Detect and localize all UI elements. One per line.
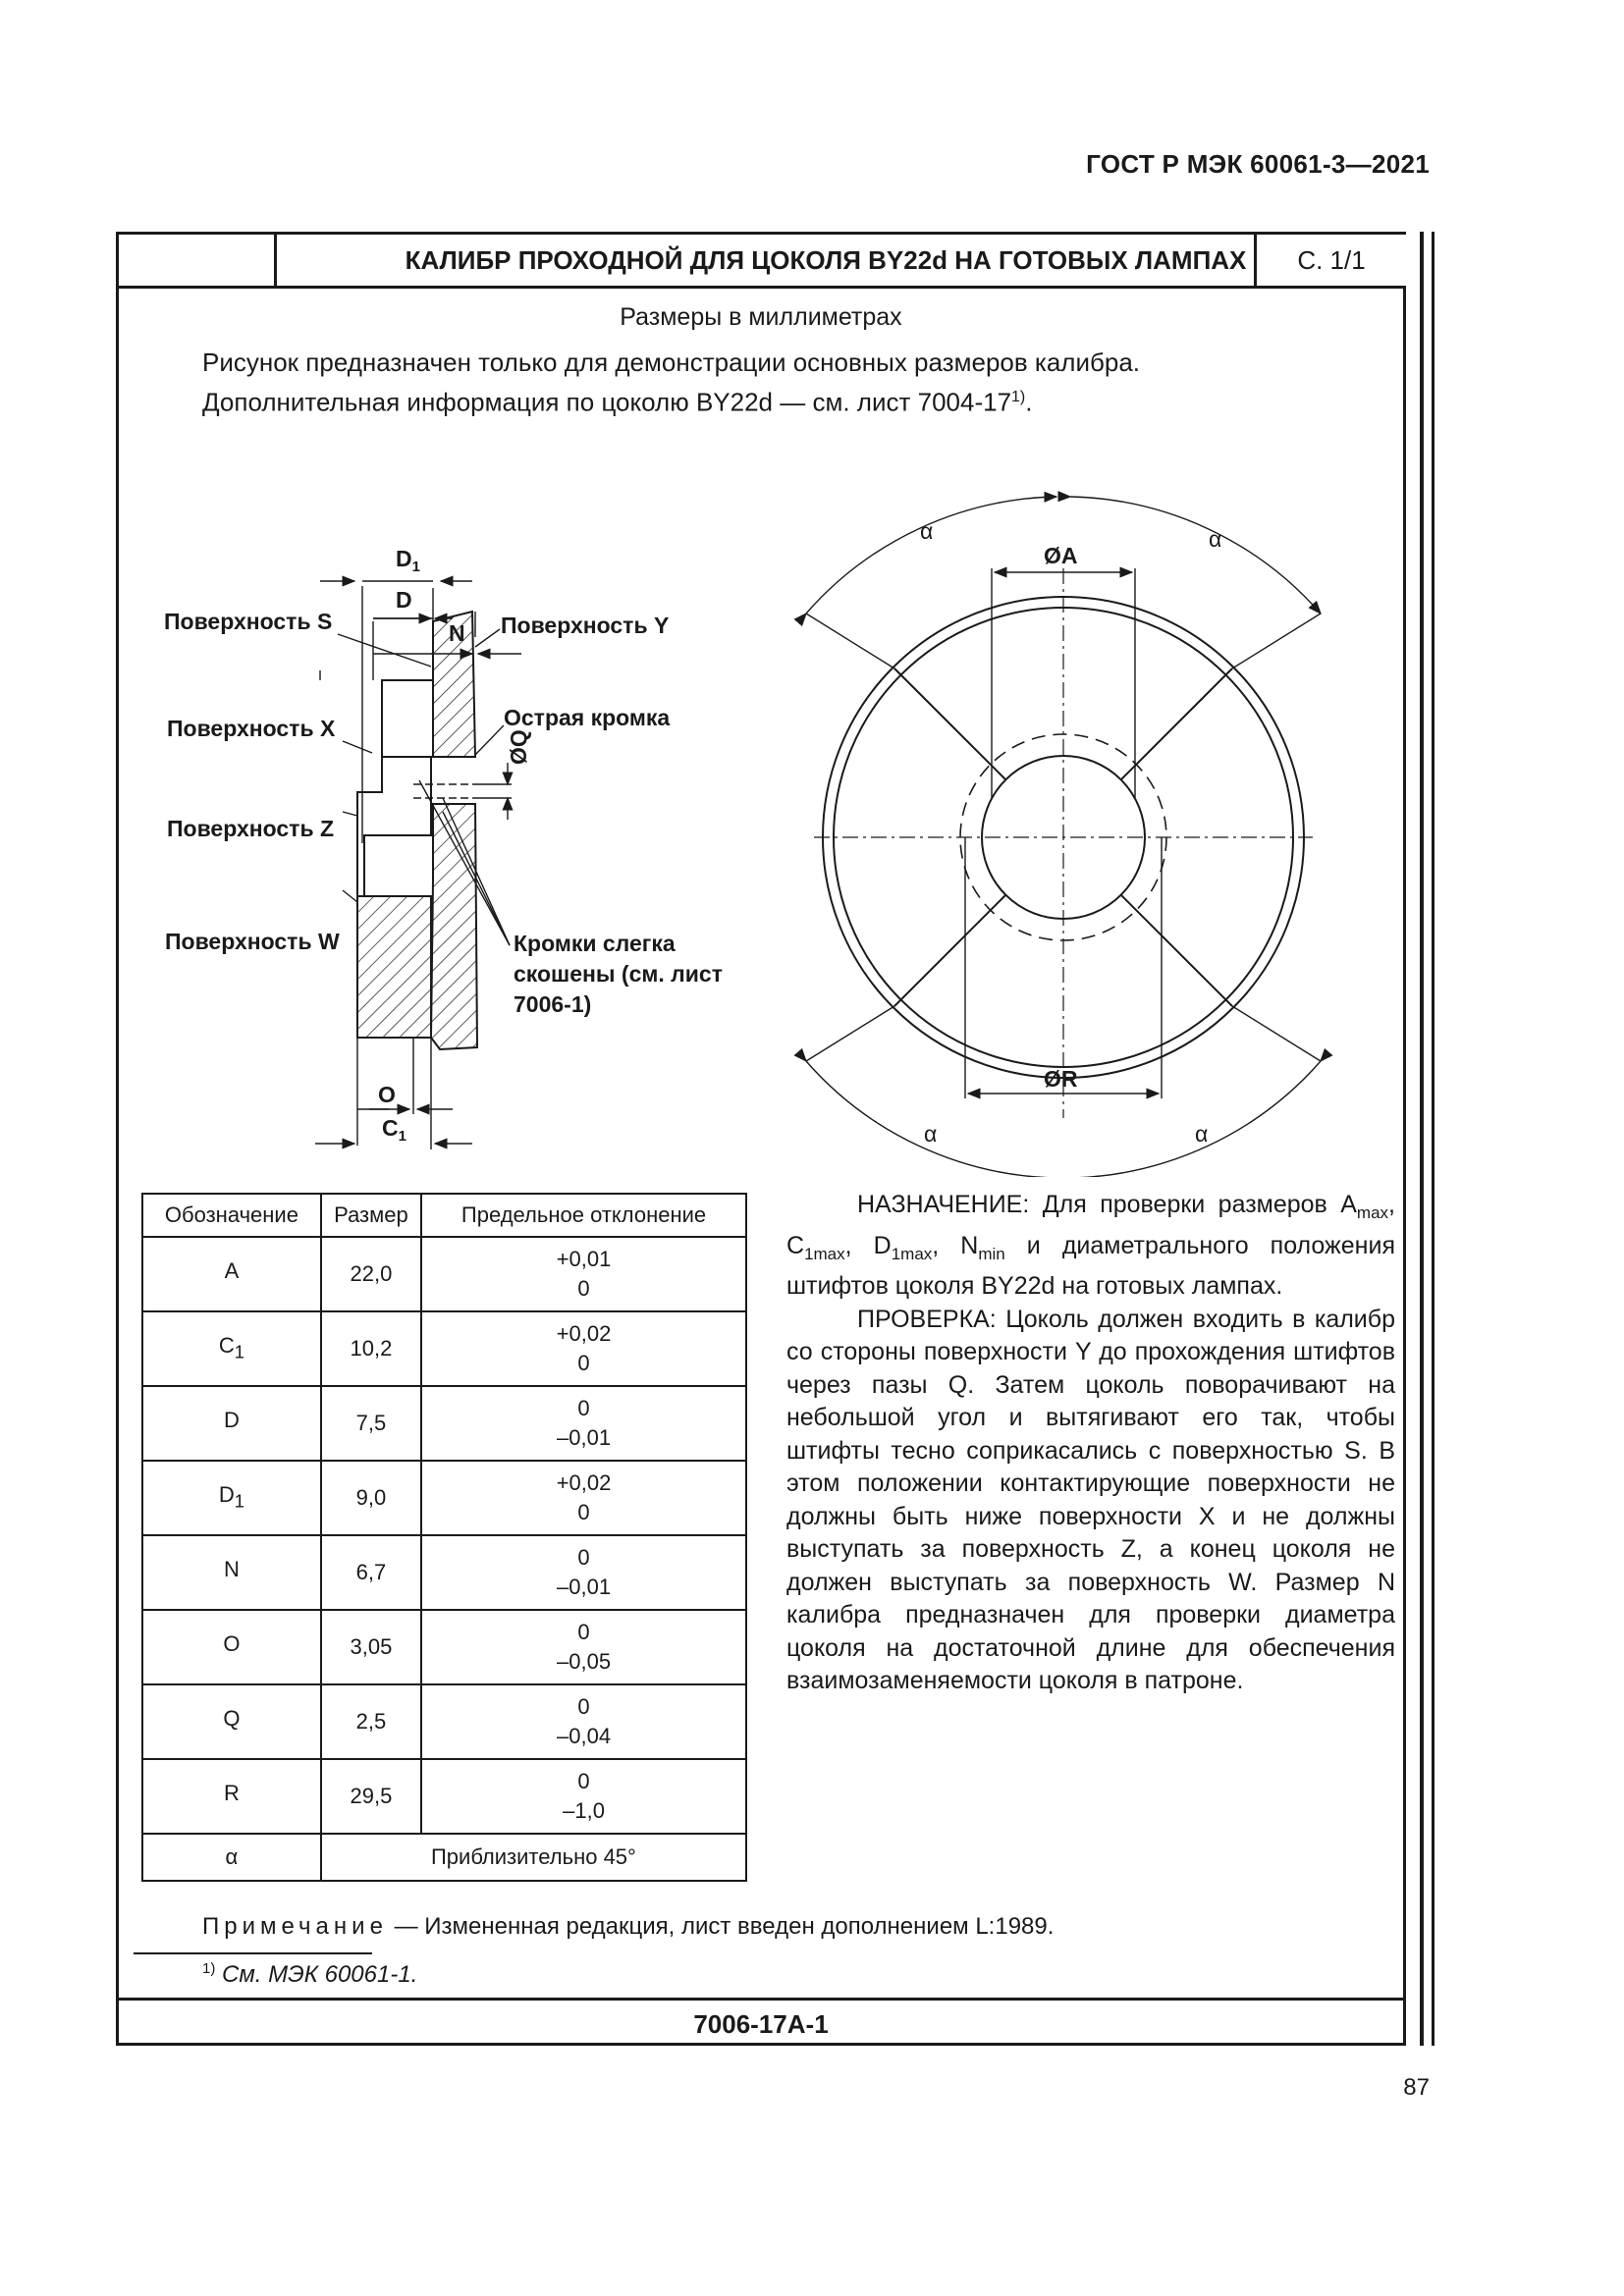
gauge-drawing [119, 235, 1403, 1177]
table-row [142, 1386, 746, 1461]
col-tolerance: Предельное отклонение [421, 1194, 746, 1237]
note: Примечание — Измененная редакция, лист введен дополнением L:1989. [202, 1913, 1055, 1940]
row-size: 2,5 [321, 1684, 421, 1759]
row-size: 9,0 [321, 1461, 421, 1535]
table-row [142, 1461, 746, 1535]
label-surface-s: Поверхность S [164, 609, 333, 634]
row-size: 7,5 [321, 1386, 421, 1461]
bore-outline [364, 621, 433, 896]
table-row [142, 1610, 746, 1684]
label-chamfer-line-1: Кромки слегка [514, 931, 676, 956]
frame-double-line-1 [1420, 232, 1424, 2046]
footnote-separator [134, 1952, 372, 1954]
check-paragraph: ПРОВЕРКА: Цоколь должен входить в калибр со стороны поверхности Y до прохождения штифтов через пазы Q. Затем цоколь поворачивают на небольшой угол и вытягивают его так, чтобы штифты тесно соприкасались с поверхностью S. В этом положении контактирующие поверхности не должны быть ниже поверхности X и не должны выступать за поверхность Z, а конец цоколя не должен выступать за поверхность W. Размер N калибра предназначен для проверки диаметра цоколя на достаточной длине для обеспечения взаимозаменяемости цоколя в патроне. [786, 1305, 1395, 1694]
frame-double-line-2 [1432, 232, 1435, 2046]
intro-line-1: Рисунок предназначен только для демонстрации основных размеров калибра. [202, 347, 1141, 377]
alpha-label-br: α [1195, 1121, 1209, 1147]
row-symbol: N [142, 1535, 321, 1610]
sheet-frame [116, 232, 1406, 2046]
row-size: 6,7 [321, 1535, 421, 1610]
sheet-index: С. 1/1 [1254, 235, 1406, 286]
dim-d1-label: $D_1$ [396, 546, 420, 575]
table-row-alpha [142, 1834, 746, 1881]
row-tolerance: +0,01 0 [421, 1237, 746, 1311]
alpha-label-bl: α [924, 1121, 938, 1147]
dimensions-table [141, 1193, 747, 1882]
step-outline [357, 757, 382, 896]
dim-a-label: ØA [1044, 543, 1078, 568]
dim-d-label: D [396, 587, 412, 613]
row-symbol: D [142, 1386, 321, 1461]
row-tolerance: +0,02 0 [421, 1461, 746, 1535]
table-row [142, 1535, 746, 1610]
dim-n-label: N [449, 620, 465, 646]
row-tolerance: 0 –0,01 [421, 1535, 746, 1610]
label-sharp-edge: Острая кромка [504, 705, 671, 730]
row-size: 29,5 [321, 1759, 421, 1834]
col-size: Размер [321, 1194, 421, 1237]
alpha-label-tr: α [1209, 526, 1222, 552]
label-surface-y: Поверхность Y [501, 613, 670, 638]
row-symbol: R [142, 1759, 321, 1834]
intro-line-2: Дополнительная информация по цоколю BY22d — см. лист 7004-17$^{1)}$. [202, 387, 1033, 417]
row-symbol: $D_1$ [142, 1461, 321, 1535]
sheet-number: 7006-17A-1 [119, 1998, 1403, 2049]
row-symbol: A [142, 1237, 321, 1311]
row-tolerance: +0,02 0 [421, 1311, 746, 1386]
dim-r-label: ØR [1044, 1066, 1078, 1092]
section-view [315, 581, 521, 1149]
table-header-row [142, 1194, 746, 1237]
purpose-paragraph: НАЗНАЧЕНИЕ: Для проверки размеров $A_{max}$, $C_{1max}$, $D_{1max}$, $N_{min}$ и диаметрального положения штифтов цоколя BY22d на готовых лампах. [786, 1191, 1395, 1300]
row-tolerance: 0 –0,04 [421, 1684, 746, 1759]
row-size: 10,2 [321, 1311, 421, 1386]
dim-o-label: O [378, 1082, 396, 1107]
row-tolerance: 0 –0,05 [421, 1610, 746, 1684]
standard-code: ГОСТ Р МЭК 60061-3—2021 [1086, 149, 1430, 179]
row-size: 3,05 [321, 1610, 421, 1684]
col-symbol: Обозначение [142, 1194, 321, 1237]
dim-q-label: ØQ [506, 729, 531, 765]
alpha-label-tl: α [920, 518, 934, 544]
row-symbol: Q [142, 1684, 321, 1759]
footnote: $^{1)}$ См. МЭК 60061-1. [202, 1960, 418, 1988]
sheet-title: КАЛИБР ПРОХОДНОЙ ДЛЯ ЦОКОЛЯ BY22d НА ГОТОВЫХ ЛАМПАХ [405, 244, 1247, 275]
lower-body-section [431, 804, 477, 1049]
table-row [142, 1684, 746, 1759]
label-chamfer-line-2: скошены (см. лист [514, 961, 723, 987]
row-symbol: O [142, 1610, 321, 1684]
row-symbol: $C_1$ [142, 1311, 321, 1386]
row-size: 22,0 [321, 1237, 421, 1311]
table-row [142, 1759, 746, 1834]
table-row [142, 1311, 746, 1386]
units-note: Размеры в миллиметрах [620, 303, 902, 331]
label-surface-z: Поверхность Z [167, 816, 335, 841]
row-tolerance: 0 –1,0 [421, 1759, 746, 1834]
row-symbol: α [142, 1834, 321, 1881]
label-chamfer-line-3: 7006-1) [514, 991, 592, 1017]
row-tolerance: 0 –0,01 [421, 1386, 746, 1461]
page-number: 87 [1403, 2074, 1430, 2101]
dim-c1-label: $C_1$ [382, 1115, 406, 1145]
inner-ring-section [357, 896, 431, 1038]
purpose-text [786, 1189, 1395, 1698]
label-surface-x: Поверхность X [167, 716, 336, 741]
row-alpha-value: Приблизительно 45° [321, 1834, 746, 1881]
label-surface-w: Поверхность W [165, 929, 340, 954]
table-row [142, 1237, 746, 1311]
